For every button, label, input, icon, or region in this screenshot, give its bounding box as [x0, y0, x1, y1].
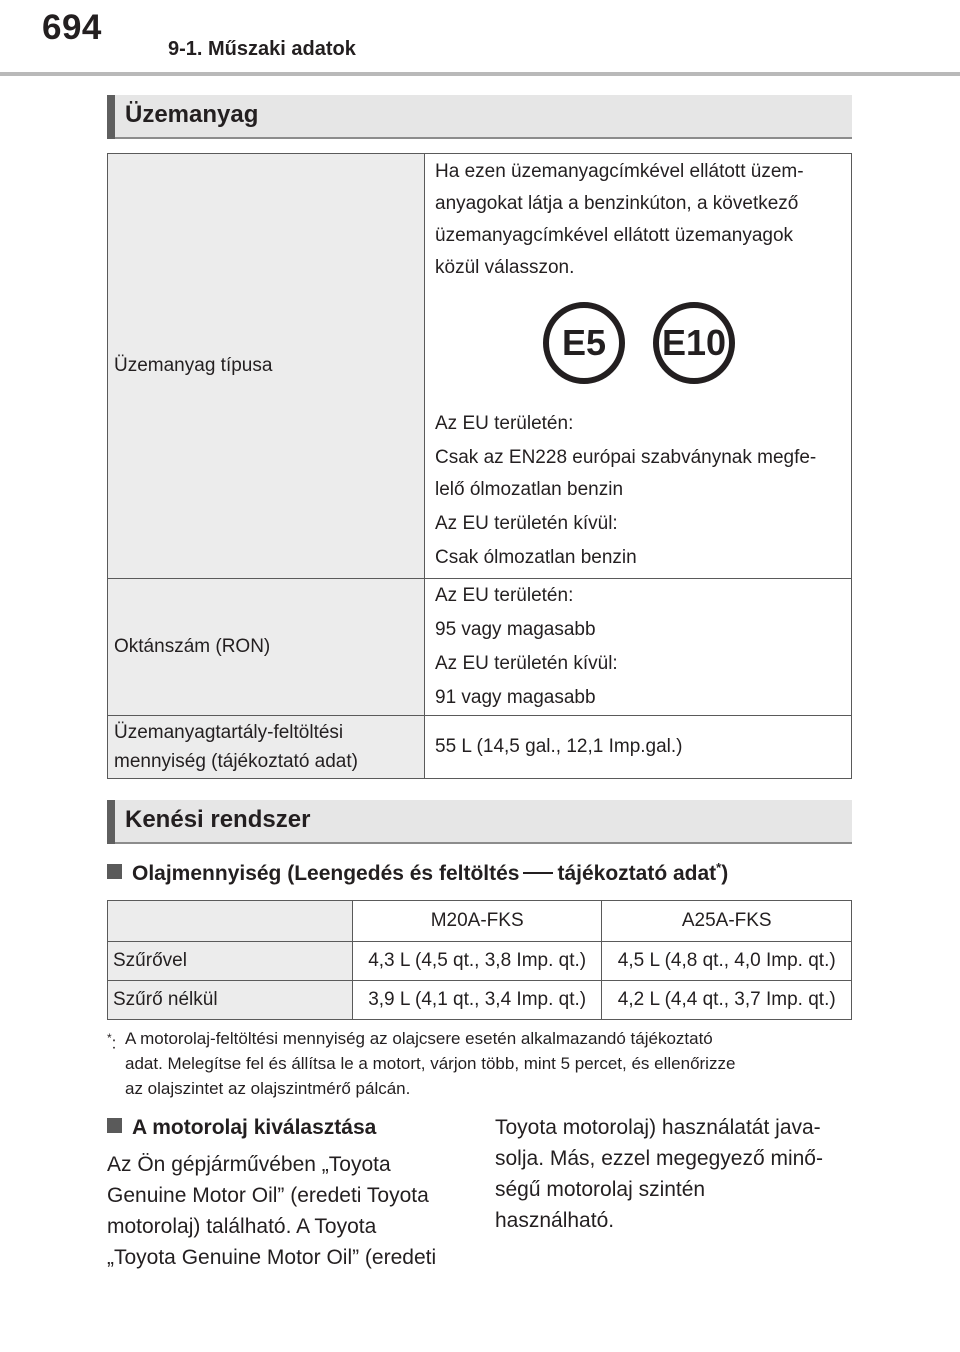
page-header — [0, 0, 960, 76]
paragraph-line: motorolaj) található. A Toyota — [107, 1215, 377, 1238]
eu-inside-text: Csak az EN228 európai szabványnak megfe- — [435, 447, 817, 468]
fuel-type-text-line: közül válasszon. — [435, 257, 575, 278]
fuel-section-title: Üzemanyag — [125, 101, 259, 128]
section-title: 9-1. Műszaki adatok — [168, 38, 356, 60]
paragraph-line: Toyota motorolaj) használatát java- — [495, 1116, 821, 1139]
table-row — [108, 154, 852, 579]
octane-label: Oktánszám (RON) — [108, 579, 425, 716]
fuel-type-text-line: üzemanyagcímkével ellátott üzemanyagok — [435, 225, 794, 246]
fuel-section-band — [107, 95, 852, 139]
octane-eu-outside: Az EU területén kívül: — [435, 653, 618, 674]
em-dash-icon — [523, 872, 553, 874]
header-divider — [0, 72, 960, 76]
lubrication-section-title: Kenési rendszer — [125, 806, 311, 833]
paragraph-line: Az Ön gépjárművében „Toyota — [107, 1153, 391, 1176]
fuel-label-badges — [435, 284, 841, 408]
column-header: M20A-FKS — [352, 901, 602, 942]
oil-capacity-table — [107, 900, 852, 1020]
table-corner-cell — [108, 901, 353, 942]
lubrication-section-band — [107, 800, 852, 844]
footnote — [107, 1026, 847, 1101]
oil-selection-left-paragraph — [107, 1149, 467, 1273]
table-row — [108, 579, 852, 716]
footnote-asterisk: * — [716, 860, 722, 875]
table-row — [108, 981, 852, 1020]
octane-eu-inside: Az EU területén: — [435, 585, 574, 606]
octane-eu-inside-value: 95 vagy magasabb — [435, 619, 596, 640]
fuel-type-text-line: Ha ezen üzemanyagcímkével ellátott üzem- — [435, 161, 804, 182]
oil-selection-heading-text: A motorolaj kiválasztása — [132, 1116, 377, 1139]
page-number: 694 — [42, 8, 102, 47]
e5-fuel-badge-icon: E5 — [543, 302, 625, 384]
footnote-marker — [107, 1026, 116, 1056]
oil-selection-right-paragraph — [495, 1112, 855, 1236]
table-row — [108, 716, 852, 779]
footnote-line: az olajszintet az olajszintmérő pálcán. — [125, 1079, 411, 1098]
octane-value — [425, 579, 852, 716]
table-cell: 4,2 L (4,4 qt., 3,7 Imp. qt.) — [602, 981, 852, 1020]
eu-inside-heading: Az EU területén: — [435, 413, 574, 434]
tank-capacity-value: 55 L (14,5 gal., 12,1 Imp.gal.) — [425, 716, 852, 779]
fuel-type-text-line: anyagokat látja a benzinkúton, a következő — [435, 193, 799, 214]
paragraph-line: ségű motorolaj szintén — [495, 1178, 706, 1201]
footnote-line: adat. Melegítse fel és állítsa le a motort, várjon több, mint 5 percet, és ellenőrizze — [125, 1054, 736, 1073]
oil-heading-paren: ) — [721, 862, 729, 885]
tank-capacity-label-line: Üzemanyagtartály-feltöltési — [114, 722, 344, 743]
tank-capacity-label-line: mennyiség (tájékoztató adat) — [114, 751, 358, 772]
band-accent-bar — [107, 800, 115, 844]
table-header-row — [108, 901, 852, 942]
eu-inside-text: lelő ólmozatlan benzin — [435, 479, 624, 500]
eu-outside-text: Csak ólmozatlan benzin — [435, 547, 637, 568]
tank-capacity-label — [108, 716, 425, 779]
paragraph-line: solja. Más, ezzel megegyező minő- — [495, 1147, 823, 1170]
paragraph-line: használható. — [495, 1209, 615, 1232]
band-accent-bar — [107, 95, 115, 139]
footnote-colon: : — [111, 1033, 117, 1053]
table-cell: 4,5 L (4,8 qt., 4,0 Imp. qt.) — [602, 942, 852, 981]
paragraph-line: Genuine Motor Oil” (eredeti Toyota — [107, 1184, 429, 1207]
footnote-asterisk: * — [107, 1031, 112, 1045]
octane-eu-outside-value: 91 vagy magasabb — [435, 687, 596, 708]
table-cell: 3,9 L (4,1 qt., 3,4 Imp. qt.) — [352, 981, 602, 1020]
oil-heading-text: Olajmennyiség (Leengedés és feltöltés — [132, 862, 520, 885]
table-row — [108, 942, 852, 981]
oil-heading-text: tájékoztató adat — [557, 862, 717, 885]
e10-fuel-badge-icon: E10 — [653, 302, 735, 384]
fuel-table — [107, 153, 852, 779]
table-cell: 4,3 L (4,5 qt., 3,8 Imp. qt.) — [352, 942, 602, 981]
row-label: Szűrővel — [108, 942, 353, 981]
square-bullet-icon — [107, 864, 122, 879]
oil-selection-heading — [107, 1116, 376, 1140]
oil-capacity-heading — [107, 860, 728, 886]
fuel-type-label: Üzemanyag típusa — [108, 154, 425, 579]
paragraph-line: „Toyota Genuine Motor Oil” (eredeti — [107, 1246, 437, 1269]
column-header: A25A-FKS — [602, 901, 852, 942]
eu-outside-heading: Az EU területén kívül: — [435, 513, 618, 534]
footnote-line: A motorolaj-feltöltési mennyiség az olajcsere esetén alkalmazandó tájékoztató — [125, 1029, 713, 1048]
square-bullet-icon — [107, 1118, 122, 1133]
row-label: Szűrő nélkül — [108, 981, 353, 1020]
fuel-type-value — [425, 154, 852, 579]
